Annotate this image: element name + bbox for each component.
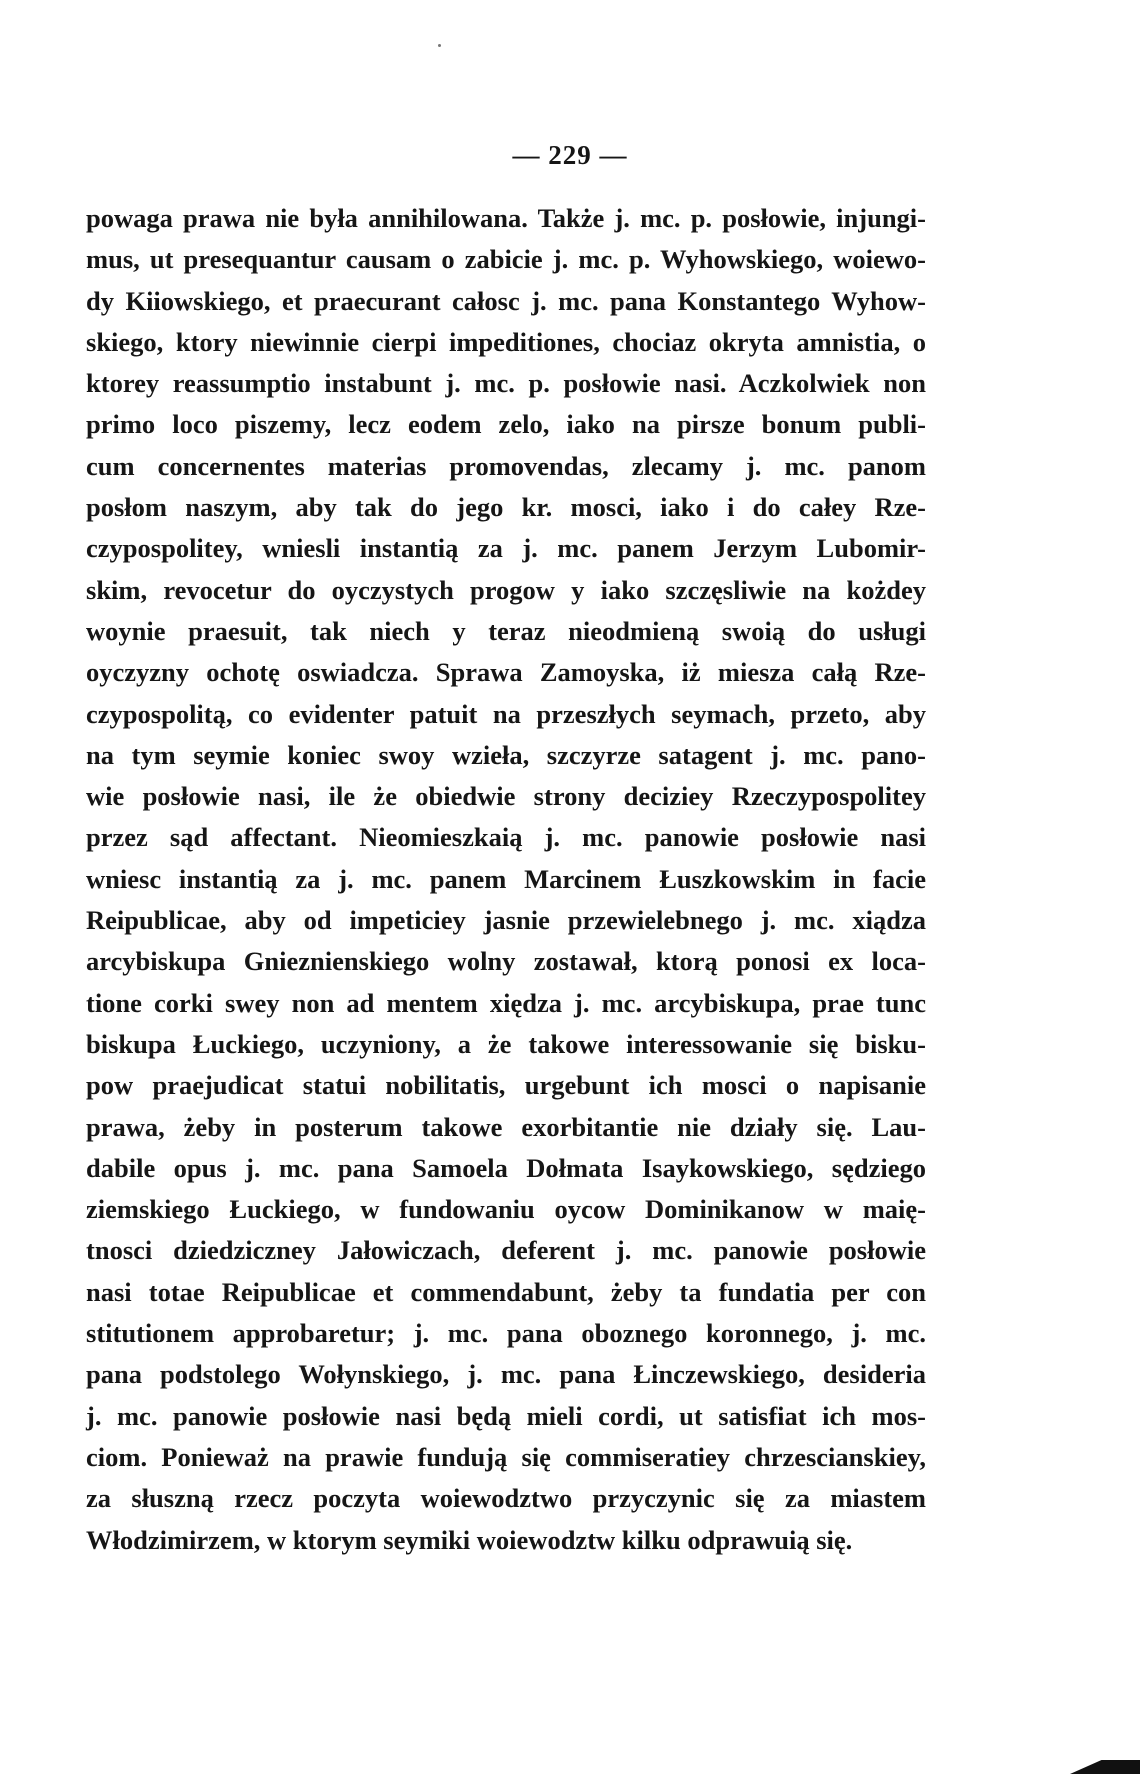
text-line: za słuszną rzecz poczyta woiewodztwo przyczynic się za miastem <box>86 1483 926 1514</box>
text-line: dy Kiiowskiego, et praecurant całosc j. mc. pana Konstantego Wyhow- <box>86 285 926 316</box>
text-line: powaga prawa nie była annihilowana. Także j. mc. p. posłowie, injungi- <box>86 203 926 233</box>
text-line: Reipublicae, aby od impeticiey jasnie przewielebnego j. mc. xiądza <box>86 905 926 936</box>
text-line: Włodzimirzem, w ktorym seymiki woiewodztw kilku odprawuią się. <box>86 1524 853 1555</box>
text-line: dabile opus j. mc. pana Samoela Dołmata Isaykowskiego, sędziego <box>86 1152 926 1183</box>
text-line: przez sąd affectant. Nieomieszkaią j. mc. panowie posłowie nasi <box>86 822 926 853</box>
text-line: biskupa Łuckiego, uczyniony, a że takowe interessowanie się bisku- <box>86 1028 926 1059</box>
text-line: tnosci dziedziczney Jałowiczach, deferent j. mc. panowie posłowie <box>86 1235 926 1266</box>
text-line: oyczyzny ochotę oswiadcza. Sprawa Zamoyska, iż miesza całą Rze- <box>86 657 926 688</box>
text-line: tione corki swey non ad mentem xiędza j. mc. arcybiskupa, prae tunc <box>86 987 926 1018</box>
text-line: na tym seymie koniec swoy wzieła, szczyrze satagent j. mc. pano- <box>86 739 926 770</box>
text-line: cum concernentes materias promovendas, zlecamy j. mc. panom <box>86 450 926 481</box>
text-line: nasi totae Reipublicae et commendabunt, żeby ta fundatia per con <box>86 1276 926 1307</box>
text-line: pana podstolego Wołynskiego, j. mc. pana Łinczewskiego, desideria <box>86 1359 926 1390</box>
text-line: primo loco piszemy, lecz eodem zelo, iako na pirsze bonum publi- <box>86 409 926 440</box>
text-line: wniesc instantią za j. mc. panem Marcinem Łuszkowskim in facie <box>86 863 926 894</box>
text-line: czypospolitą, co evidenter patuit na przeszłych seymach, przeto, aby <box>86 698 926 729</box>
text-line: ciom. Ponieważ na prawie fundują się commiseratiey chrzescianskiey, <box>86 1441 926 1472</box>
text-line: arcybiskupa Gnieznienskiego wolny zostawał, ktorą ponosi ex loca- <box>86 946 926 977</box>
body-text <box>86 198 926 1561</box>
text-line: ktorey reassumptio instabunt j. mc. p. posłowie nasi. Aczkolwiek non <box>86 368 926 399</box>
text-line: skim, revocetur do oyczystych progow y iako szczęsliwie na kożdey <box>86 574 926 605</box>
text-line: wie posłowie nasi, ile że obiedwie strony deciziey Rzeczypospolitey <box>86 781 926 812</box>
text-line: pow praejudicat statui nobilitatis, urgebunt ich mosci o napisanie <box>86 1070 926 1101</box>
text-line: mus, ut presequantur causam o zabicie j. mc. p. Wyhowskiego, woiewo- <box>86 244 926 275</box>
text-line: czypospolitey, wniesli instantią za j. mc. panem Jerzym Lubomir- <box>86 533 926 564</box>
text-line: j. mc. panowie posłowie nasi będą mieli cordi, ut satisfiat ich mos- <box>86 1400 926 1431</box>
text-line: prawa, żeby in posterum takowe exorbitantie nie działy się. Lau- <box>86 1111 926 1142</box>
paper-speck <box>438 44 441 47</box>
text-line: ziemskiego Łuckiego, w fundowaniu oycow Dominikanow w maię- <box>86 1194 926 1225</box>
text-line: skiego, ktory niewinnie cierpi impeditiones, chociaz okryta amnistia, o <box>86 326 926 357</box>
text-line: stitutionem approbaretur; j. mc. pana oboznego koronnego, j. mc. <box>86 1318 926 1349</box>
corner-mark <box>1070 1760 1140 1774</box>
text-line: posłom naszym, aby tak do jego kr. mosci, iako i do całey Rze- <box>86 492 926 523</box>
page-number: — 229 — <box>512 140 628 170</box>
text-line: woynie praesuit, tak niech y teraz nieodmieną swoią do usługi <box>86 615 926 646</box>
